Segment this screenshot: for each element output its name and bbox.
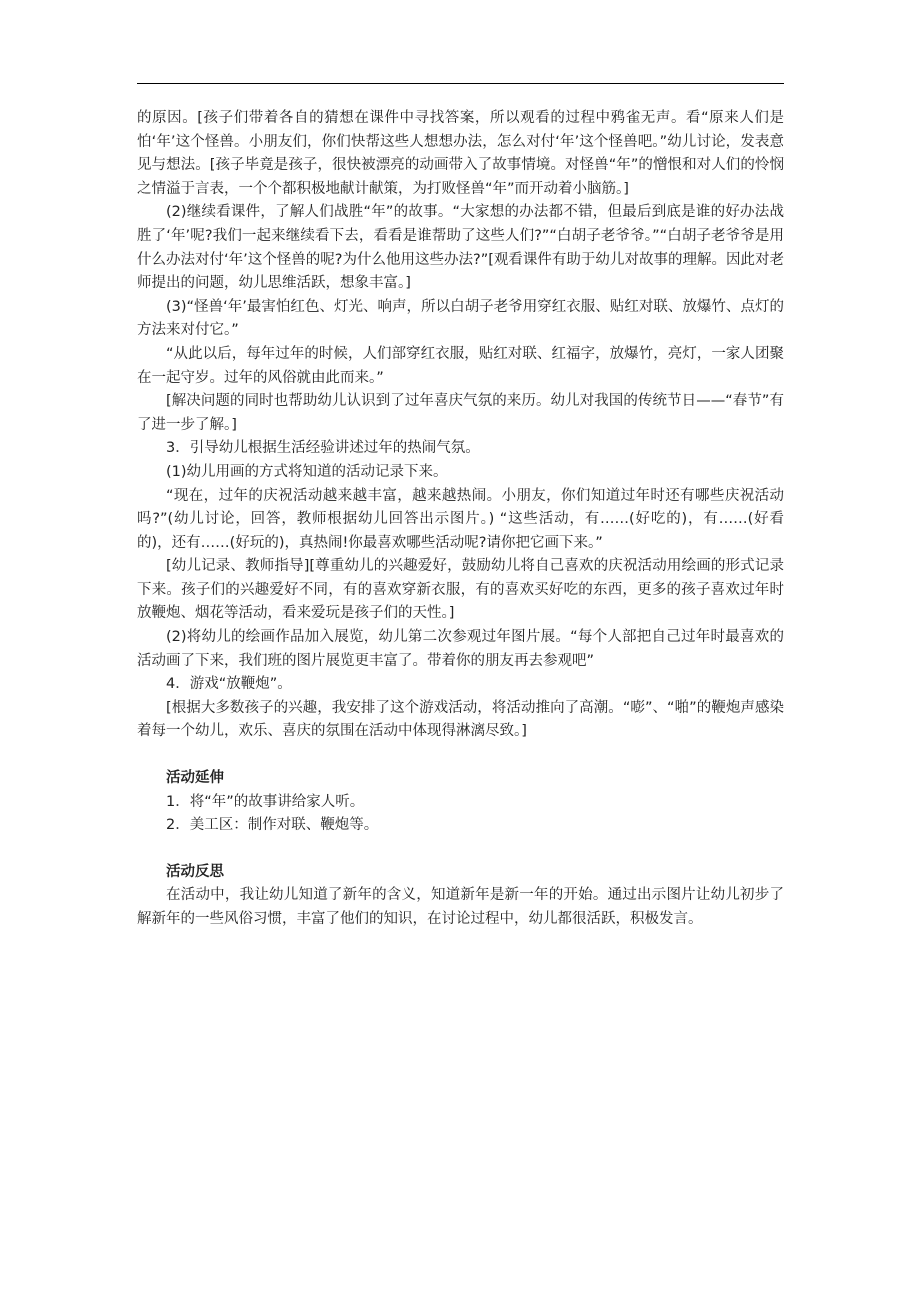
section-gap [137,838,784,861]
paragraph-5: [解决问题的同时也帮助幼儿认识到了过年喜庆气氛的来历。幼儿对我国的传统节日——“春节”有了进一步了解。] [137,393,784,433]
paragraph-6: 3．引导幼儿根据生活经验讲述过年的热闹气氛。 [166,440,480,457]
paragraph-2: (2)继续看课件，了解人们战胜“年”的故事。“大家想的办法都不错，但最后到底是谁的好办法战胜了‘年’呢?我们一起来继续看下去，看看是谁帮助了这些人们?”“白胡子老爷爷。”“白胡子老爷爷是用什么办法对付‘年’这个怪兽的呢?为什么他用这些办法?”[观看课件有助于幼儿对故事的理解。因此对老师提出的问题，幼儿思维活跃，想象丰富。] [137,204,784,292]
paragraph-9: [幼儿记录、教师指导][尊重幼儿的兴趣爱好，鼓励幼儿将自己喜欢的庆祝活动用绘画的形式记录下来。孩子们的兴趣爱好不同，有的喜欢穿新衣服，有的喜欢买好吃的东西，更多的孩子喜欢过年时放鞭炮、烟花等活动，看来爱玩是孩子们的天性。] [137,558,784,622]
paragraph-1: 的原因。[孩子们带着各自的猜想在课件中寻找答案，所以观看的过程中鸦雀无声。看“原来人们是怕‘年’这个怪兽。小朋友们，你们快帮这些人想想办法，怎么对付‘年’这个怪兽吧。”幼儿讨论，发表意见与想法。[孩子毕竟是孩子，很快被漂亮的动画带入了故事情境。对怪兽“年”的憎恨和对人们的怜悯之情溢于言表，一个个都积极地献计献策，为打败怪兽“年”而开动着小脑筋。] [137,110,784,197]
header-rule [137,83,784,84]
extension-heading: 活动延伸 [166,770,224,787]
reflection-text: 在活动中，我让幼儿知道了新年的含义，知道新年是新一年的开始。通过出示图片让幼儿初步了解新年的一些风俗习惯，丰富了他们的知识，在讨论过程中，幼儿都很活跃，积极发言。 [137,887,784,927]
extension-item-1: 1．将“年”的故事讲给家人听。 [166,793,365,810]
extension-item-2: 2．美工区：制作对联、鞭炮等。 [166,817,379,834]
paragraph-12: [根据大多数孩子的兴趣，我安排了这个游戏活动，将活动推向了高潮。“嘭”、“啪”的鞭炮声感染着每一个幼儿，欢乐、喜庆的氛围在活动中体现得淋漓尽致。] [137,699,784,740]
section-gap [137,744,784,767]
paragraph-7: (1)幼儿用画的方式将知道的活动记录下来。 [166,463,448,480]
paragraph-3: (3)“怪兽‘年’最害怕红色、灯光、响声，所以白胡子老爷用穿红衣服、贴红对联、放爆竹、点灯的方法来对付它。” [137,298,784,339]
paragraph-10: (2)将幼儿的绘画作品加入展览，幼儿第二次参观过年图片展。“每个人部把自己过年时最喜欢的活动画了下来，我们班的图片展览更丰富了。带着你的朋友再去参观吧” [137,629,784,669]
paragraph-8: “现在，过年的庆祝活动越来越丰富，越来越热闹。小朋友，你们知道过年时还有哪些庆祝活动吗?”(幼儿讨论，回答，教师根据幼儿回答出示图片。) “这些活动，有……(好吃的)，有……(好看的)，还有……(好玩的)，真热闹!你最喜欢哪些活动呢?请你把它画下来。” [137,487,784,551]
document-body [137,107,784,932]
paragraph-4: “从此以后，每年过年的时候，人们部穿红衣服，贴红对联、红福字，放爆竹，亮灯，一家人团聚在一起守岁。过年的风俗就由此而来。” [137,345,784,386]
paragraph-11: 4．游戏“放鞭炮”。 [166,676,292,693]
reflection-heading: 活动反思 [166,863,224,880]
